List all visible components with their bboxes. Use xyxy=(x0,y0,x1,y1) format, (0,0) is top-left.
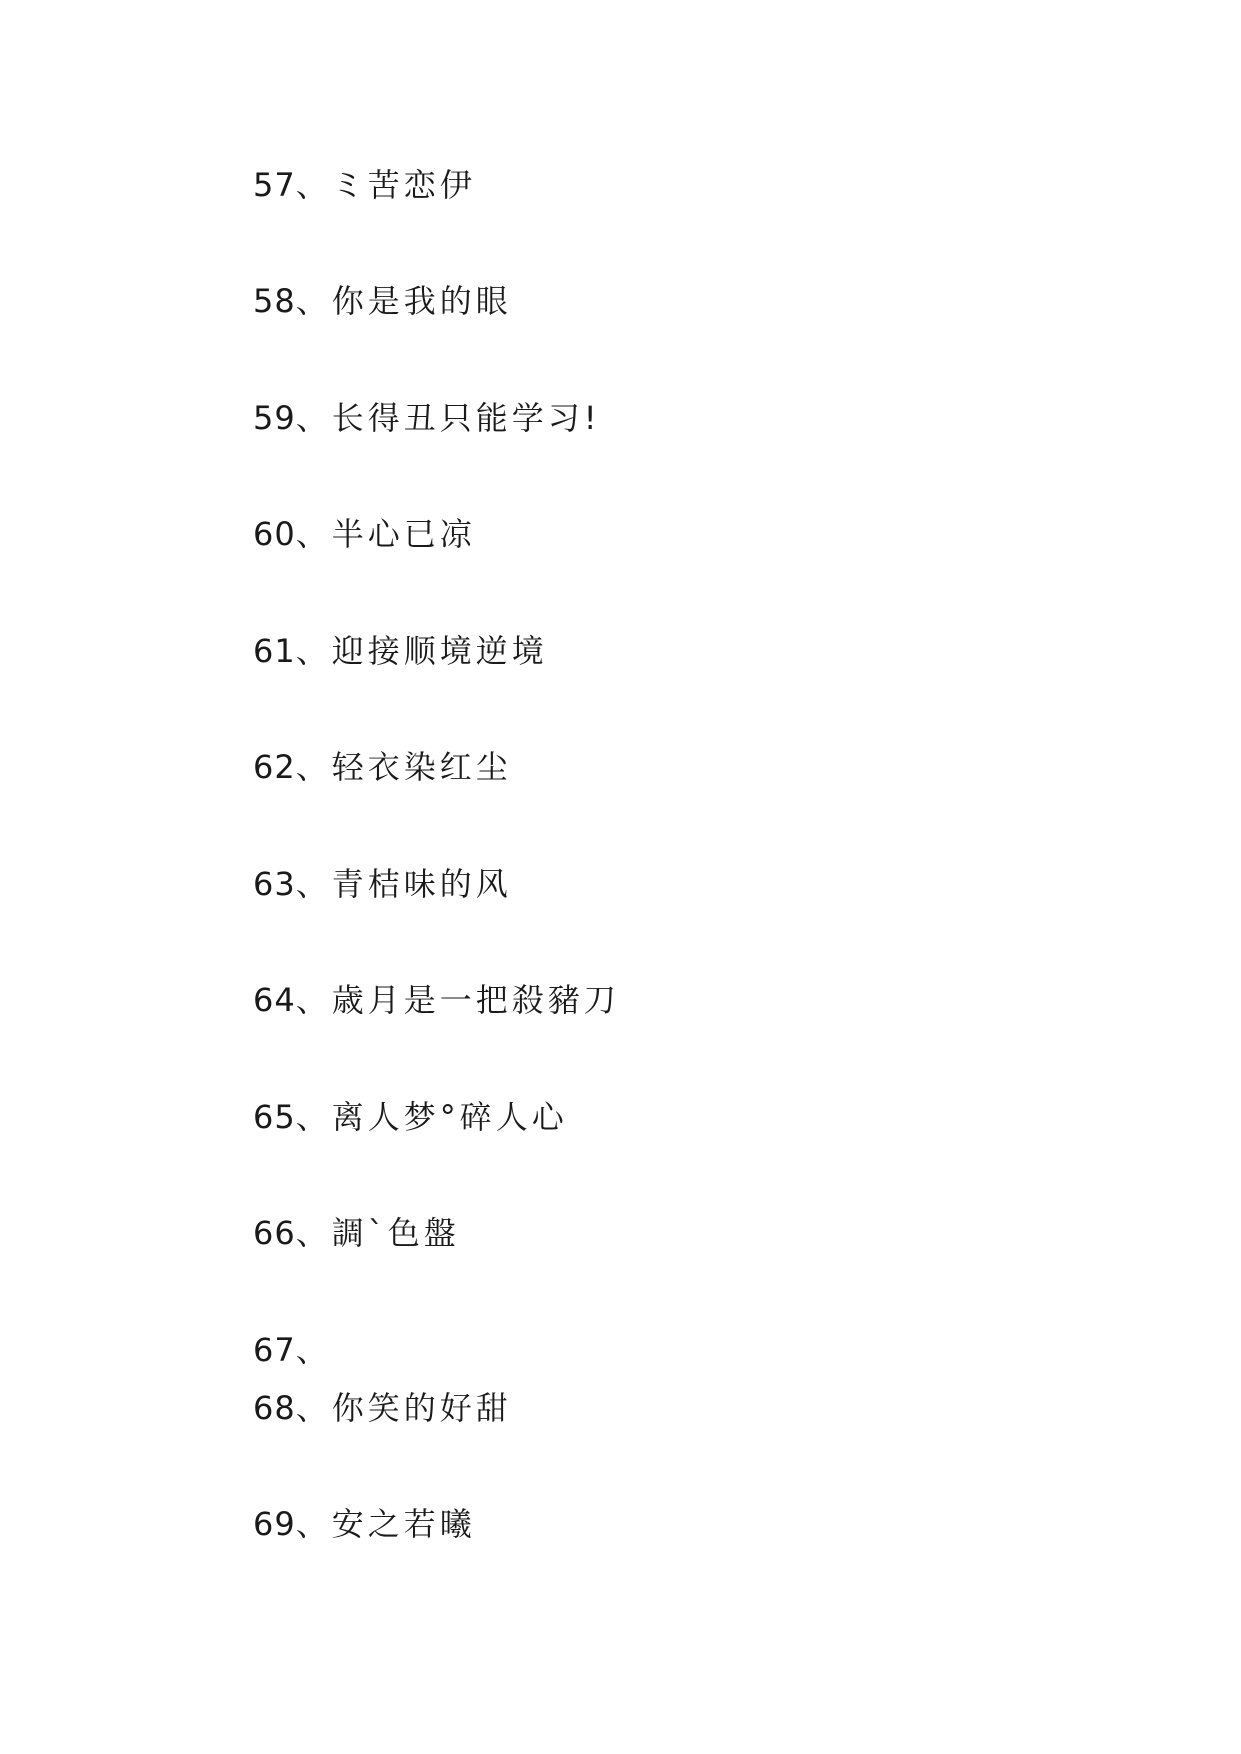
item-number: 63 xyxy=(253,865,296,903)
item-separator: 、 xyxy=(295,632,332,670)
item-separator: 、 xyxy=(295,748,332,786)
item-separator: 、 xyxy=(295,1214,332,1252)
item-text: 半心已凉 xyxy=(331,515,476,553)
list-item xyxy=(253,281,512,321)
item-text: 迎接顺境逆境 xyxy=(331,632,548,670)
list-item xyxy=(253,1504,476,1544)
list-item xyxy=(253,1097,568,1137)
item-number: 66 xyxy=(253,1214,296,1252)
list-item xyxy=(253,398,601,438)
list-item xyxy=(253,980,620,1020)
list-item xyxy=(253,165,476,205)
item-number: 57 xyxy=(253,166,296,204)
item-text: 安之若曦 xyxy=(331,1505,476,1543)
item-number: 68 xyxy=(253,1389,296,1427)
list-item xyxy=(253,747,512,787)
item-text: 青桔味的风 xyxy=(331,865,512,903)
item-number: 64 xyxy=(253,981,296,1019)
item-text: 歳月是一把殺豬刀 xyxy=(331,981,620,1019)
item-number: 61 xyxy=(253,632,296,670)
item-number: 69 xyxy=(253,1505,296,1543)
item-number: 60 xyxy=(253,515,296,553)
list-item xyxy=(253,864,512,904)
item-number: 65 xyxy=(253,1098,296,1136)
item-separator: 、 xyxy=(295,282,332,320)
item-separator: 、 xyxy=(295,865,332,903)
item-number: 67 xyxy=(253,1331,296,1369)
item-text: 調`色盤 xyxy=(331,1214,460,1252)
item-separator: 、 xyxy=(295,1098,332,1136)
item-number: 59 xyxy=(253,399,296,437)
list-item xyxy=(253,1388,512,1428)
item-separator: 、 xyxy=(295,166,332,204)
item-separator: 、 xyxy=(295,1389,332,1427)
item-separator: 、 xyxy=(295,399,332,437)
item-number: 62 xyxy=(253,748,296,786)
item-separator: 、 xyxy=(295,981,332,1019)
item-number: 58 xyxy=(253,282,296,320)
item-text: ミ苦恋伊 xyxy=(331,166,476,204)
item-text: 你笑的好甜 xyxy=(331,1389,512,1427)
list-item xyxy=(253,1330,332,1370)
list-item xyxy=(253,631,548,671)
item-text: 离人梦°碎人心 xyxy=(331,1098,568,1136)
item-separator: 、 xyxy=(295,1505,332,1543)
list-item xyxy=(253,1213,460,1253)
item-separator: 、 xyxy=(295,515,332,553)
item-text: 你是我的眼 xyxy=(331,282,512,320)
item-separator: 、 xyxy=(295,1331,332,1369)
list-item xyxy=(253,514,476,554)
item-text: 长得丑只能学习! xyxy=(331,399,601,437)
item-text: 轻衣染红尘 xyxy=(331,748,512,786)
